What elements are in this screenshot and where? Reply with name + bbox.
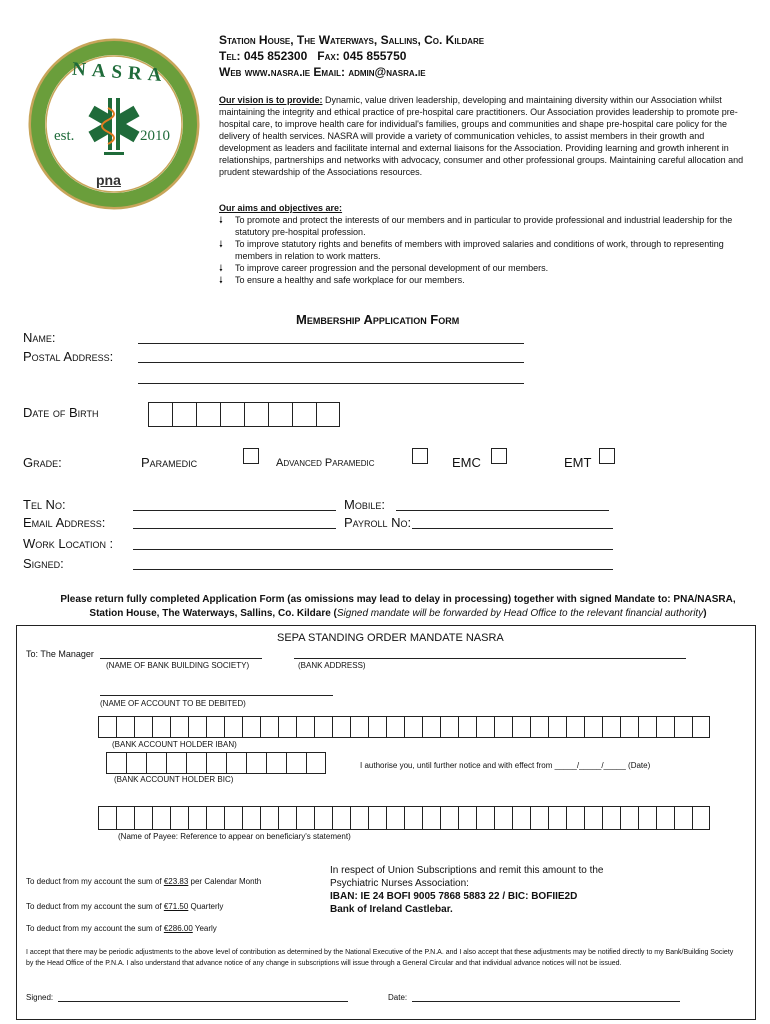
bic-boxes[interactable]: [106, 752, 326, 774]
vision-text: Dynamic, value driven leadership, developing and maintaining diversity within our Association whilst maintaining the integrity and ethical practice of pre-hospital care practitioners. Our Association provides leadership to promote pre-hospital care, to improve health care for individual's families, groups and communities and shape pre-hospital care policy for the delivery of health services. NASRA will provide a variety of communication vehicles, to assist members in their growth and development as leaders and facilitate internal and external liaisons for the Association. Providing learning and growth inherent in relationships, partnerships and networks with advocacy, consumer and other professional groups. Maintaining careful allocation and prudent stewardship of the Associations resources.: [219, 95, 744, 177]
grade-emc-checkbox[interactable]: [491, 448, 507, 464]
arrow-down-icon: 🠗: [219, 215, 223, 225]
logo-pna-text: pna: [96, 172, 121, 188]
logo-est-text: est.: [54, 128, 75, 144]
form-title: Membership Application Form: [296, 312, 460, 327]
header-phone: Tel: 045 852300 Fax: 045 855750: [219, 49, 407, 63]
grade-paramedic-label: Paramedic: [141, 455, 198, 470]
logo-year-text: 2010: [140, 128, 170, 144]
return-note-italic: Signed mandate will be forwarded by Head Office to the relevant financial authority: [336, 608, 704, 619]
bic-caption: (BANK ACCOUNT HOLDER BIC): [114, 775, 234, 784]
aims-label: Our aims and objectives are:: [219, 203, 343, 213]
vision-label: Our vision is to provide:: [219, 95, 323, 105]
grade-emt-label: EMT: [564, 455, 592, 470]
account-name-caption: (NAME OF ACCOUNT TO BE DEBITED): [100, 699, 246, 708]
aims-list: [219, 214, 747, 286]
postal-address-field-2[interactable]: [138, 383, 524, 384]
list-item: 🠗 To improve career progression and the personal development of our members.: [219, 263, 549, 273]
mobile-label: Mobile:: [344, 497, 385, 512]
nasra-logo: [28, 38, 200, 210]
vision-paragraph: [219, 94, 747, 178]
tel-label: Tel No:: [23, 497, 66, 512]
tel-field[interactable]: [133, 510, 336, 511]
dob-label: Date of Birth: [23, 405, 99, 420]
work-location-label: Work Location :: [23, 536, 114, 551]
grade-advanced-paramedic-checkbox[interactable]: [412, 448, 428, 464]
bank-name-field[interactable]: [100, 658, 262, 659]
yearly-amount: €286.00: [163, 924, 193, 933]
bank-address-caption: (BANK ADDRESS): [298, 661, 366, 670]
signed-label: Signed:: [23, 556, 64, 571]
arrow-down-icon: 🠗: [219, 275, 223, 285]
consent-text: I accept that there may be periodic adjustments to the above level of contribution as determined by the National Executive of the P.N.A. and I also accept that these adjustments may be notified directly to my Bank/Building Society by the Head Office of the P.N.A. I also understand that advance notice of any change in subscriptions will issue through a General Circular and that individual advance notices will not be issued.: [26, 949, 734, 967]
payroll-label: Payroll No:: [344, 515, 412, 530]
header-web: Web www.nasra.ie Email: admin@nasra.ie: [219, 65, 426, 79]
grade-label: Grade:: [23, 455, 62, 470]
quarterly-deduction: To deduct from my account the sum of €71.50 Quarterly: [26, 902, 224, 911]
remit-iban: IBAN: IE 24 BOFI 9005 7868 5883 22 / BIC: BOFIIE2D: [330, 891, 578, 902]
name-label: Name:: [23, 330, 56, 345]
authorise-text: I authorise you, until further notice and with effect from _____/_____/_____ (Date): [360, 761, 651, 770]
payroll-field[interactable]: [412, 528, 613, 529]
work-location-field[interactable]: [133, 549, 613, 550]
mandate-signed-label: Signed:: [26, 993, 54, 1002]
bank-address-field[interactable]: [294, 658, 686, 659]
arrow-down-icon: 🠗: [219, 263, 223, 273]
postal-address-label: Postal Address:: [23, 349, 114, 364]
signature-field[interactable]: [133, 569, 613, 570]
mandate-title: SEPA STANDING ORDER MANDATE NASRA: [277, 632, 504, 644]
arrow-down-icon: 🠗: [219, 239, 223, 249]
remit-block: In respect of Union Subscriptions and remit this amount to the Psychiatric Nurses Association: IBAN: IE 24 BOFI 9005 7868 5883 22 / BIC: BOFIIE2D Bank of Ireland Castlebar.: [330, 865, 604, 915]
postal-address-field-1[interactable]: [138, 362, 524, 363]
account-name-field[interactable]: [100, 695, 333, 696]
list-item: 🠗 To promote and protect the interests of our members and in particular to provide professional and industrial leadership for the statutory pre-hospital profession.: [219, 215, 733, 237]
iban-caption: (BANK ACCOUNT HOLDER IBAN): [112, 740, 237, 749]
grade-emt-checkbox[interactable]: [599, 448, 615, 464]
mobile-field[interactable]: [396, 510, 609, 511]
grade-advanced-paramedic-label: Advanced Paramedic: [276, 457, 375, 469]
mandate-date-label: Date:: [388, 993, 408, 1002]
mandate-signature-field[interactable]: [58, 1001, 348, 1002]
monthly-amount: €23.83: [163, 877, 189, 886]
monthly-deduction: To deduct from my account the sum of €23.83 per Calendar Month: [26, 877, 262, 886]
list-item: 🠗 To improve statutory rights and benefits of members with improved salaries and conditions of work, through to representing members in relation to work matters.: [219, 239, 724, 261]
payee-caption: (Name of Payee: Reference to appear on beneficiary's statement): [118, 832, 351, 841]
yearly-deduction: To deduct from my account the sum of €286.00 Yearly: [26, 924, 217, 933]
payee-boxes[interactable]: [98, 806, 710, 830]
bank-name-caption: (NAME OF BANK BUILDING SOCIETY): [106, 661, 250, 670]
email-label: Email Address:: [23, 515, 106, 530]
mandate-date-field[interactable]: [412, 1001, 680, 1002]
return-note-text: Please return fully completed Application Form (as omissions may lead to delay in processing) together with signed Mandate to: PNA/NASRA, Station House, The Waterways, Sallins, Co. Kildare (: [60, 594, 736, 619]
iban-boxes[interactable]: [98, 716, 710, 738]
logo-arc-text: NASRA: [71, 58, 169, 87]
to-manager-label: To: The Manager: [26, 649, 94, 659]
name-field[interactable]: [138, 343, 524, 344]
quarterly-amount: €71.50: [163, 902, 189, 911]
email-field[interactable]: [133, 528, 336, 529]
remit-bank: Bank of Ireland Castlebar.: [330, 904, 453, 915]
return-note: Please return fully completed Application Form (as omissions may lead to delay in processing) together with signed Mandate to: PNA/NASRA, Station House, The Waterways, Sallins, Co. Kildare (Signed mandate will be forwarded by Head Office to the relevant financial authority): [60, 594, 736, 619]
header-address: Station House, The Waterways, Sallins, Co. Kildare: [219, 33, 485, 47]
list-item: 🠗 To ensure a healthy and safe workplace for our members.: [219, 275, 465, 285]
grade-paramedic-checkbox[interactable]: [243, 448, 259, 464]
grade-emc-label: EMC: [452, 455, 481, 470]
dob-boxes[interactable]: [148, 402, 340, 427]
